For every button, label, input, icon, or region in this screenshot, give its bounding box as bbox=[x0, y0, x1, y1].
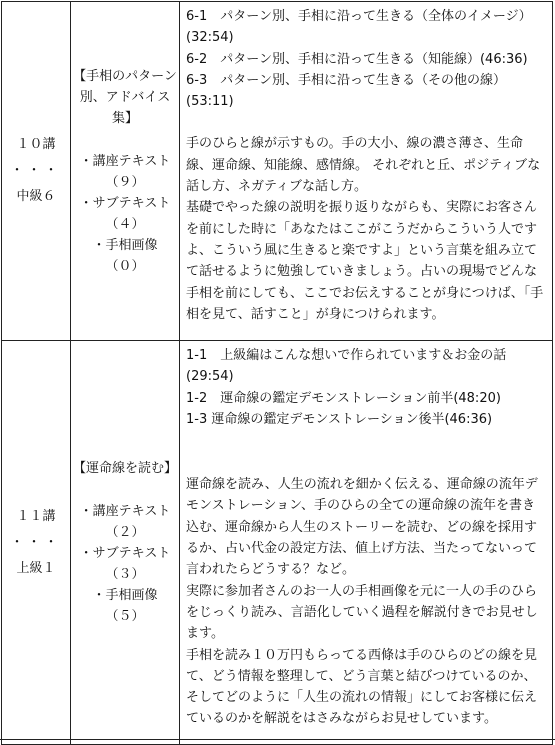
lesson-level: 上級１ bbox=[16, 560, 56, 576]
material-count: （０） bbox=[105, 258, 145, 274]
description-paragraph: 運命線を読み、人生の流れを細かく伝える、運命線の流年デモンストレーション、手のひらの全ての運命線の流年を書き込む、運命線から人生のストーリーを読む、どの線を採用するか、占い代金の設定方法、値上げ方法、当たってないって言われたらどうする？など。 bbox=[186, 477, 538, 578]
materials-cell bbox=[71, 2, 180, 341]
description-paragraph: 手のひらと線が示すもの。手の大小、線の濃さ薄さ、生命線、運命線、知能線、感情線。 それぞれと丘、ポジティブな話し方、ネガティブな話し方。 bbox=[186, 136, 541, 195]
material-count: （５） bbox=[105, 609, 145, 624]
material-label: ・講座テキスト bbox=[79, 504, 171, 519]
video-item: 6-2 パターン別、手相に沿って生きる（知能線）(46:36) bbox=[186, 51, 528, 67]
description-paragraph: 実際に参加者さんのお一人の手相画像を元に一人の手のひらをじっくり読み、言語化していく過程を解説付きでお見せします。 bbox=[186, 583, 538, 642]
lesson-dots: ・・・ bbox=[10, 534, 62, 550]
lesson-number: １１講 bbox=[16, 508, 56, 524]
video-item: 6-3 パターン別、手相に沿って生きる（その他の線）(53:11) bbox=[186, 72, 506, 110]
material-label: ・手相画像 bbox=[92, 588, 158, 603]
material-label: ・講座テキスト bbox=[79, 153, 171, 169]
description-paragraph: 基礎でやった線の説明を振り返りながらも、実際にお客さんを前にした時に「あなたはここがこうだからこういう人ですよ、こういう風に生きると楽ですよ」という言葉を組み立てて話せるように勉強していきましょう。占いの現場でどんな手相を前にしても、ここでお伝えすることが身につけば、「手相を見て、話すこと」が身につけられます。 bbox=[186, 200, 544, 322]
content-cell bbox=[180, 341, 553, 745]
video-item: 1-1 上級編はこんな想いで作られています＆お金の話(29:54) bbox=[186, 348, 507, 385]
material-count: （３） bbox=[105, 567, 145, 582]
lesson-dots: ・・・ bbox=[10, 163, 62, 178]
material-count: （９） bbox=[105, 174, 145, 190]
table-row bbox=[2, 2, 553, 341]
lesson-level: 中級６ bbox=[16, 189, 56, 204]
next-row-edge bbox=[0, 739, 555, 744]
lesson-number: １０講 bbox=[16, 137, 56, 152]
section-title: 【手相のパターン別、アドバイス集】 bbox=[73, 68, 177, 126]
material-label: ・サブテキスト bbox=[79, 546, 171, 561]
content-cell bbox=[180, 2, 553, 341]
material-label: ・サブテキスト bbox=[79, 195, 171, 211]
description-paragraph: 手相を読み１０万円もらってる西條は手のひらのどの線を見て、どう情報を整理して、どう言葉と結びつけているのか、そしてどのように「人生の流れの情報」にしてお客様に伝えているのかを解説をはさみながらお見せしています。 bbox=[186, 647, 538, 727]
video-item: 1-3 運命線の鑑定デモンストレーション後半(46:36) bbox=[186, 411, 493, 427]
section-title: 【運命線を読む】 bbox=[72, 461, 177, 476]
course-table bbox=[1, 1, 553, 745]
material-count: （２） bbox=[105, 525, 145, 540]
materials-cell bbox=[71, 341, 180, 745]
video-item: 6-1 パターン別、手相に沿って生きる（全体のイメージ）(32:54) bbox=[186, 9, 532, 46]
material-label: ・手相画像 bbox=[92, 237, 158, 253]
table-row bbox=[2, 341, 553, 745]
lesson-cell bbox=[2, 341, 71, 745]
material-count: （４） bbox=[105, 216, 145, 232]
lesson-cell bbox=[2, 2, 71, 341]
video-item: 1-2 運命線の鑑定デモンストレーション前半(48:20) bbox=[186, 390, 501, 406]
